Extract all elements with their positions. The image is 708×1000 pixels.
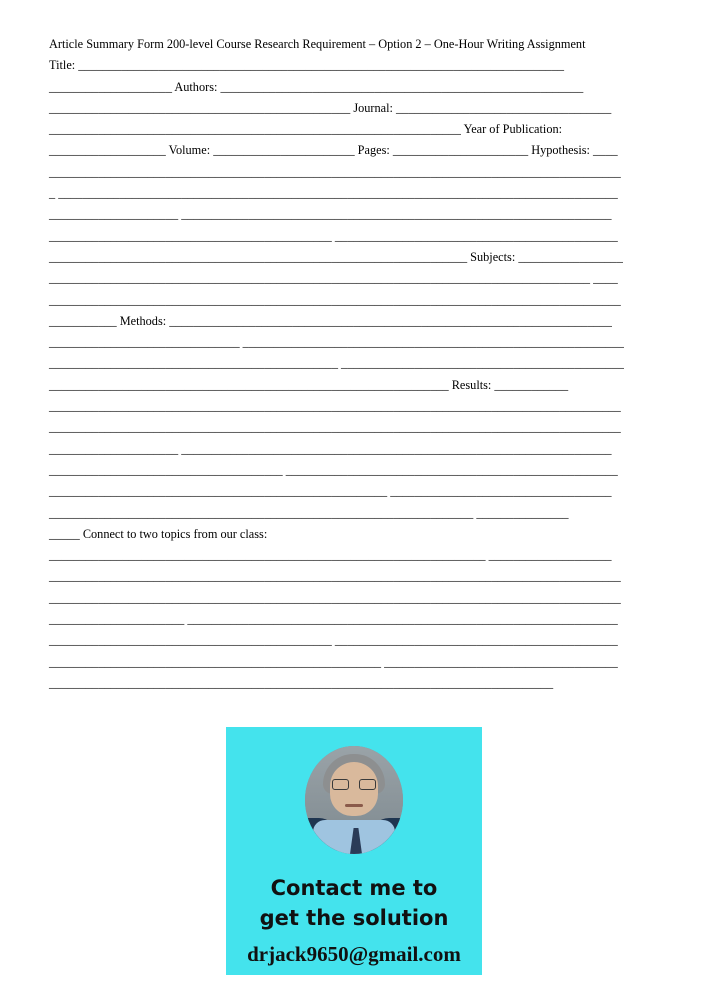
form-line: ______________________ ______________________________________________________________________ <box>49 612 618 627</box>
form-line: _____________________________________________________________________________________________ <box>49 292 621 307</box>
form-line: _____________________ ______________________________________________________________________ <box>49 441 612 456</box>
form-line: __________________________________________________________________________________ <box>49 675 554 690</box>
form-line: ______________________________________________________ ______________________________________ <box>49 654 618 669</box>
form-line: _______________________________________________ ______________________________________________ <box>49 356 624 371</box>
form-line: ___________ Methods: ________________________________________________________________________ <box>49 313 612 328</box>
promo-email[interactable]: drjack9650@gmail.com <box>247 942 461 966</box>
contact-promo-banner <box>226 727 482 975</box>
form-line: _____________________________________________________________________________________________ <box>49 164 621 179</box>
form-line: ___________________________________________________________________ Year of Publication: <box>49 122 563 137</box>
instructor-photo <box>305 746 403 854</box>
form-line: _____________________ ______________________________________________________________________ <box>49 207 612 222</box>
form-line: _______________________________ ______________________________________________________________ <box>49 335 624 350</box>
promo-line-1: Contact me to <box>270 876 438 900</box>
form-line: _____ Connect to two topics from our class: <box>49 526 268 541</box>
form-line: ______________________________________ ______________________________________________________ <box>49 462 618 477</box>
promo-line-2: get the solution <box>259 906 449 930</box>
form-line: _________________________________________________________________ Results: ____________ <box>49 377 569 392</box>
form-line: _______________________________________________________ ____________________________________ <box>49 484 612 499</box>
form-line: ________________________________________________________________________________________ ____ <box>49 271 618 286</box>
form-line: _____________________________________________________________________________________________ <box>49 590 621 605</box>
form-line: ___________________ Volume: _______________________ Pages: ______________________ Hypothesis: ____ <box>49 143 618 158</box>
form-line: ____________________ Authors: ___________________________________________________________ <box>49 79 584 94</box>
form-line: _____________________________________________________________________________________________ <box>49 420 621 435</box>
form-line: _________________________________________________ Journal: ___________________________________ <box>49 100 612 115</box>
form-line: _____________________________________________________________________________________________ <box>49 399 621 414</box>
form-line: _______________________________________________________________________ ____________________ <box>49 548 612 563</box>
form-line: ______________________________________________ ______________________________________________ <box>49 633 618 648</box>
document-body <box>49 34 660 694</box>
form-line: ______________________________________________ ______________________________________________ <box>49 228 618 243</box>
glasses-icon <box>330 779 378 790</box>
form-line: Title: _______________________________________________________________________________ <box>49 58 565 73</box>
form-line: ____________________________________________________________________ Subjects: _________________ <box>49 249 623 264</box>
form-line: _ ___________________________________________________________________________________________ <box>49 186 618 201</box>
form-line: _____________________________________________________________________ _______________ <box>49 505 569 520</box>
form-title: Article Summary Form 200-level Course Research Requirement – Option 2 – One-Hour Writing Assignment <box>49 37 586 51</box>
form-line: _____________________________________________________________________________________________ <box>49 569 621 584</box>
